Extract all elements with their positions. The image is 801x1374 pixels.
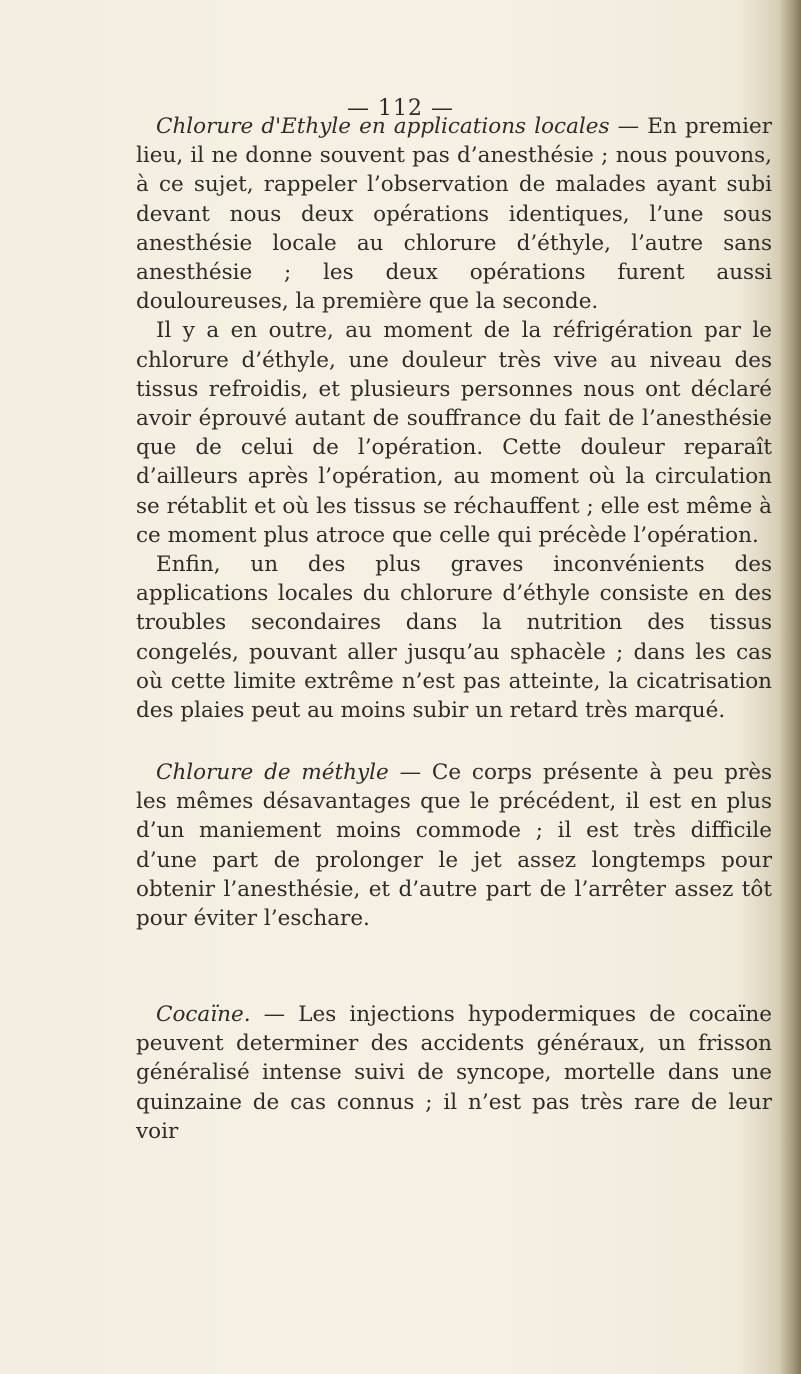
paragraph: [136, 758, 772, 933]
paragraph: [136, 112, 772, 316]
page-number: — 112 —: [347, 96, 454, 121]
paragraph-text: — En premier lieu, il ne donne souvent pas d’anesthésie ; nous pouvons, à ce sujet, rappeler l’observation de malades ayant subi devant nous deux opérations identiques, l’une sous anesthésie locale au chlorure d’éthyle, l’autre sans anesthésie ; les deux opérations furent aussi douloureuses, la première que la seconde.: [136, 114, 772, 315]
paragraph: Il y a en outre, au moment de la réfrigération par le chlorure d’éthyle, une douleur très vive au niveau des tissus refroidis, et plusieurs personnes nous ont déclaré avoir éprouvé autant de souffrance du fait de l’anesthésie que de celui de l’opération. Cette douleur reparaît d’ailleurs après l’opération, au moment où la circulation se rétablit et où les tissus se réchauffent ; elle est même à ce moment plus atroce que celle qui précède l’opération.: [136, 318, 772, 548]
section-chlorure-ethyle: [136, 112, 772, 725]
section-title: Chlorure d'Ethyle en applications locales: [156, 114, 610, 139]
section-chlorure-methyle: [136, 758, 772, 933]
section-cocaine: [136, 1000, 772, 1146]
paragraph: [136, 1000, 772, 1146]
page-edge-shadow: [779, 0, 801, 1374]
paragraph-text: — Les injections hypodermiques de cocaïne peuvent determiner des accidents généraux, un frisson généralisé intense suivi de syncope, mortelle dans une quinzaine de cas connus ; il n’est pas très rare de leur voir: [136, 1002, 772, 1144]
section-title: Chlorure de méthyle: [156, 760, 389, 785]
paragraph-text: — Ce corps présente à peu près les mêmes désavantages que le précédent, il est en plus d’un maniement moins commode ; il est très difficile d’une part de prolonger le jet assez longtemps pour obtenir l’anesthésie, et d’autre part de l’arrêter assez tôt pour éviter l’eschare.: [136, 760, 772, 932]
paragraph: Enfin, un des plus graves inconvénients des applications locales du chlorure d’éthyle consiste en des troubles secondaires dans la nutrition des tissus congelés, pouvant aller jusqu’au sphacèle ; dans les cas où cette limite extrême n’est pas atteinte, la cicatrisation des plaies peut au moins subir un retard très marqué.: [136, 552, 772, 724]
section-title: Cocaïne.: [156, 1002, 251, 1027]
